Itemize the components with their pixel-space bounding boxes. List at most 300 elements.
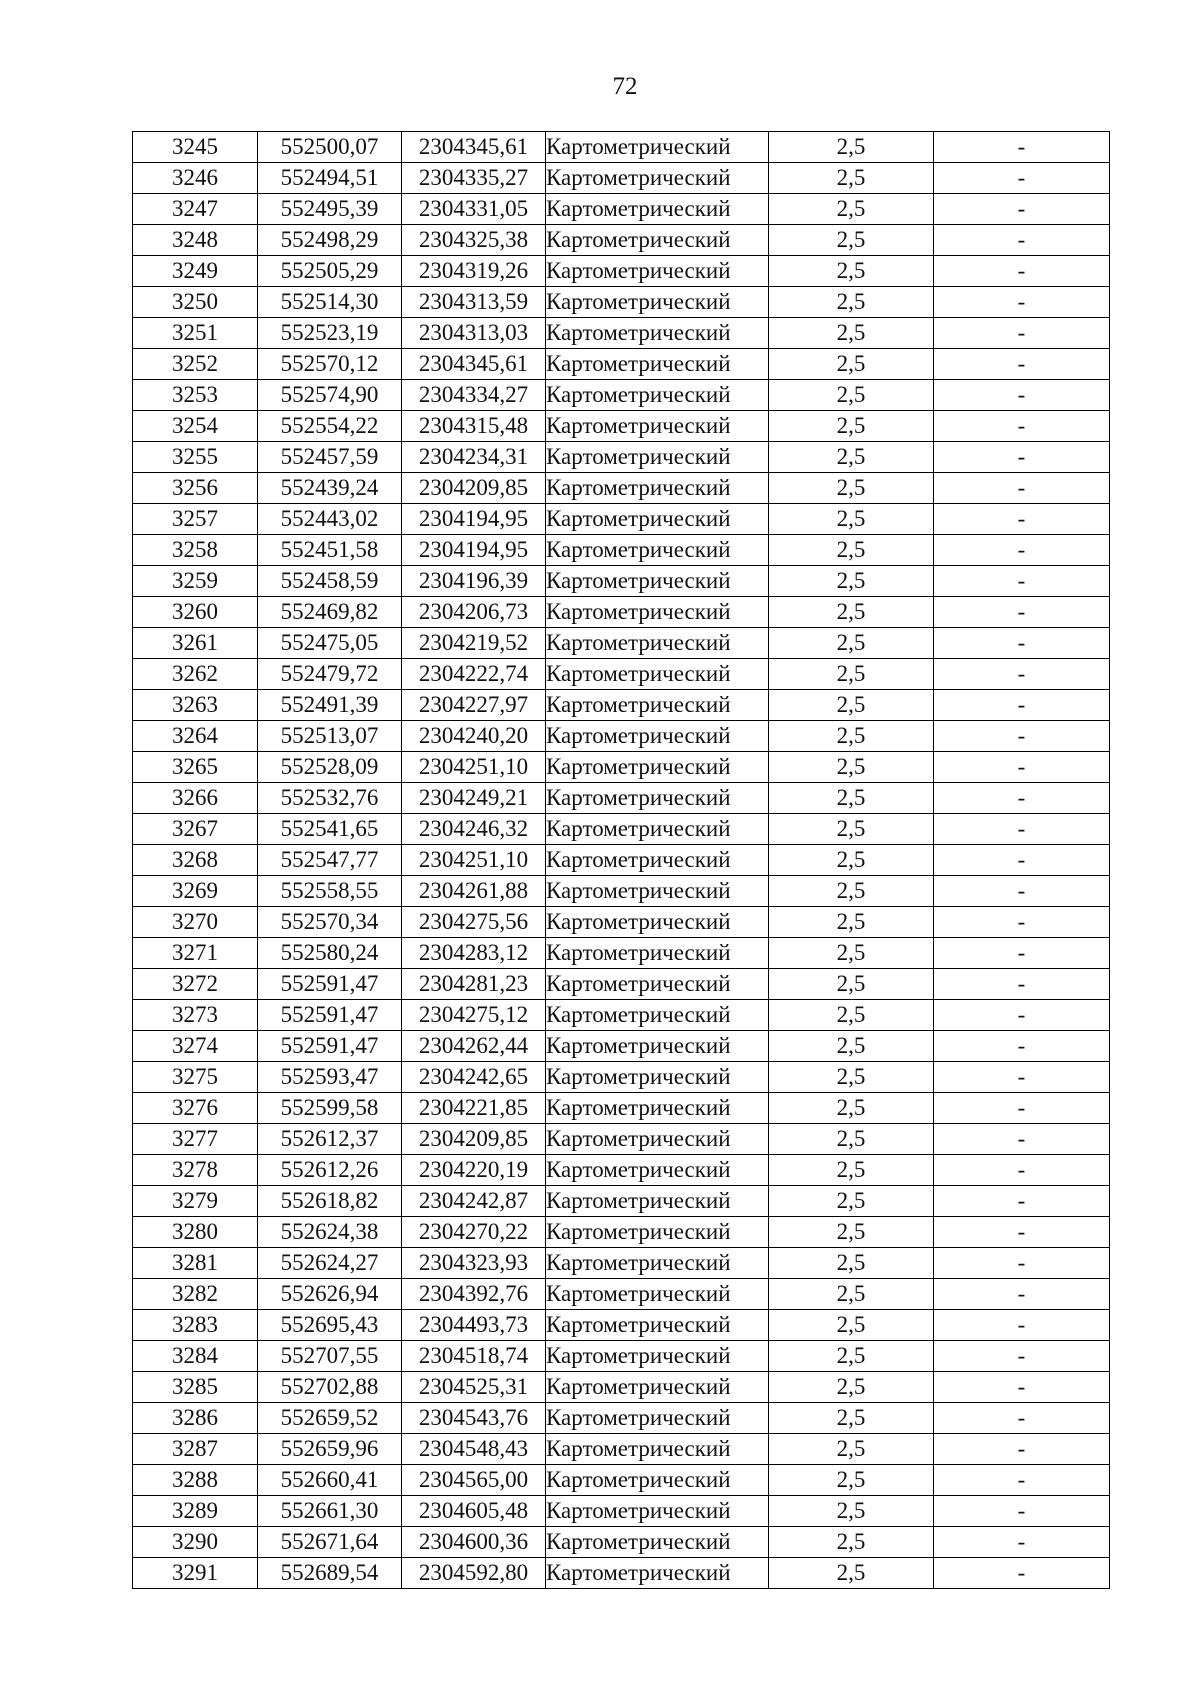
precision-cell: 2,5 xyxy=(769,814,934,845)
point-number-cell: 3267 xyxy=(133,814,258,845)
method-cell: Картометрический xyxy=(546,535,769,566)
method-cell: Картометрический xyxy=(546,349,769,380)
point-number-cell: 3255 xyxy=(133,442,258,473)
note-cell: - xyxy=(934,504,1110,535)
table-row xyxy=(133,194,1110,225)
point-number-cell: 3264 xyxy=(133,721,258,752)
y-coordinate-cell: 2304196,39 xyxy=(402,566,546,597)
x-coordinate-cell: 552558,55 xyxy=(258,876,402,907)
precision-cell: 2,5 xyxy=(769,349,934,380)
y-coordinate-cell: 2304392,76 xyxy=(402,1279,546,1310)
note-cell: - xyxy=(934,907,1110,938)
note-cell: - xyxy=(934,1434,1110,1465)
y-coordinate-cell: 2304605,48 xyxy=(402,1496,546,1527)
table-row xyxy=(133,628,1110,659)
x-coordinate-cell: 552514,30 xyxy=(258,287,402,318)
note-cell: - xyxy=(934,1000,1110,1031)
point-number-cell: 3245 xyxy=(133,132,258,163)
method-cell: Картометрический xyxy=(546,721,769,752)
x-coordinate-cell: 552443,02 xyxy=(258,504,402,535)
point-number-cell: 3252 xyxy=(133,349,258,380)
y-coordinate-cell: 2304251,10 xyxy=(402,752,546,783)
y-coordinate-cell: 2304275,12 xyxy=(402,1000,546,1031)
table-row xyxy=(133,1031,1110,1062)
table-row xyxy=(133,876,1110,907)
method-cell: Картометрический xyxy=(546,1000,769,1031)
note-cell: - xyxy=(934,1372,1110,1403)
table-row xyxy=(133,845,1110,876)
y-coordinate-cell: 2304194,95 xyxy=(402,504,546,535)
point-number-cell: 3248 xyxy=(133,225,258,256)
note-cell: - xyxy=(934,442,1110,473)
precision-cell: 2,5 xyxy=(769,938,934,969)
method-cell: Картометрический xyxy=(546,318,769,349)
y-coordinate-cell: 2304565,00 xyxy=(402,1465,546,1496)
precision-cell: 2,5 xyxy=(769,194,934,225)
note-cell: - xyxy=(934,814,1110,845)
point-number-cell: 3286 xyxy=(133,1403,258,1434)
method-cell: Картометрический xyxy=(546,1124,769,1155)
precision-cell: 2,5 xyxy=(769,1186,934,1217)
point-number-cell: 3277 xyxy=(133,1124,258,1155)
precision-cell: 2,5 xyxy=(769,442,934,473)
precision-cell: 2,5 xyxy=(769,1558,934,1589)
precision-cell: 2,5 xyxy=(769,132,934,163)
precision-cell: 2,5 xyxy=(769,411,934,442)
note-cell: - xyxy=(934,1155,1110,1186)
method-cell: Картометрический xyxy=(546,1279,769,1310)
x-coordinate-cell: 552458,59 xyxy=(258,566,402,597)
table-row xyxy=(133,752,1110,783)
method-cell: Картометрический xyxy=(546,380,769,411)
point-number-cell: 3274 xyxy=(133,1031,258,1062)
x-coordinate-cell: 552505,29 xyxy=(258,256,402,287)
y-coordinate-cell: 2304548,43 xyxy=(402,1434,546,1465)
x-coordinate-cell: 552695,43 xyxy=(258,1310,402,1341)
method-cell: Картометрический xyxy=(546,845,769,876)
table-row xyxy=(133,1186,1110,1217)
note-cell: - xyxy=(934,690,1110,721)
precision-cell: 2,5 xyxy=(769,380,934,411)
point-number-cell: 3256 xyxy=(133,473,258,504)
table-row xyxy=(133,721,1110,752)
y-coordinate-cell: 2304251,10 xyxy=(402,845,546,876)
note-cell: - xyxy=(934,938,1110,969)
y-coordinate-cell: 2304219,52 xyxy=(402,628,546,659)
method-cell: Картометрический xyxy=(546,1310,769,1341)
precision-cell: 2,5 xyxy=(769,1527,934,1558)
method-cell: Картометрический xyxy=(546,752,769,783)
x-coordinate-cell: 552591,47 xyxy=(258,969,402,1000)
table-row xyxy=(133,566,1110,597)
note-cell: - xyxy=(934,256,1110,287)
x-coordinate-cell: 552689,54 xyxy=(258,1558,402,1589)
method-cell: Картометрический xyxy=(546,659,769,690)
precision-cell: 2,5 xyxy=(769,1062,934,1093)
precision-cell: 2,5 xyxy=(769,1031,934,1062)
precision-cell: 2,5 xyxy=(769,1155,934,1186)
point-number-cell: 3291 xyxy=(133,1558,258,1589)
note-cell: - xyxy=(934,1124,1110,1155)
note-cell: - xyxy=(934,1341,1110,1372)
x-coordinate-cell: 552702,88 xyxy=(258,1372,402,1403)
y-coordinate-cell: 2304220,19 xyxy=(402,1155,546,1186)
y-coordinate-cell: 2304249,21 xyxy=(402,783,546,814)
note-cell: - xyxy=(934,1217,1110,1248)
table-row xyxy=(133,1124,1110,1155)
method-cell: Картометрический xyxy=(546,1434,769,1465)
point-number-cell: 3281 xyxy=(133,1248,258,1279)
method-cell: Картометрический xyxy=(546,938,769,969)
note-cell: - xyxy=(934,721,1110,752)
table-row xyxy=(133,1403,1110,1434)
point-number-cell: 3275 xyxy=(133,1062,258,1093)
table-row xyxy=(133,1310,1110,1341)
y-coordinate-cell: 2304246,32 xyxy=(402,814,546,845)
x-coordinate-cell: 552618,82 xyxy=(258,1186,402,1217)
table-row xyxy=(133,1341,1110,1372)
x-coordinate-cell: 552500,07 xyxy=(258,132,402,163)
y-coordinate-cell: 2304234,31 xyxy=(402,442,546,473)
table-row xyxy=(133,690,1110,721)
method-cell: Картометрический xyxy=(546,411,769,442)
precision-cell: 2,5 xyxy=(769,1000,934,1031)
y-coordinate-cell: 2304345,61 xyxy=(402,349,546,380)
method-cell: Картометрический xyxy=(546,1341,769,1372)
point-number-cell: 3273 xyxy=(133,1000,258,1031)
table-row xyxy=(133,783,1110,814)
x-coordinate-cell: 552439,24 xyxy=(258,473,402,504)
x-coordinate-cell: 552599,58 xyxy=(258,1093,402,1124)
precision-cell: 2,5 xyxy=(769,1496,934,1527)
table-row xyxy=(133,535,1110,566)
x-coordinate-cell: 552547,77 xyxy=(258,845,402,876)
note-cell: - xyxy=(934,1093,1110,1124)
precision-cell: 2,5 xyxy=(769,969,934,1000)
y-coordinate-cell: 2304331,05 xyxy=(402,194,546,225)
table-row xyxy=(133,1279,1110,1310)
method-cell: Картометрический xyxy=(546,504,769,535)
point-number-cell: 3266 xyxy=(133,783,258,814)
y-coordinate-cell: 2304242,87 xyxy=(402,1186,546,1217)
table-row xyxy=(133,1496,1110,1527)
table-row xyxy=(133,132,1110,163)
method-cell: Картометрический xyxy=(546,163,769,194)
x-coordinate-cell: 552626,94 xyxy=(258,1279,402,1310)
table-row xyxy=(133,380,1110,411)
precision-cell: 2,5 xyxy=(769,1341,934,1372)
precision-cell: 2,5 xyxy=(769,256,934,287)
note-cell: - xyxy=(934,845,1110,876)
table-row xyxy=(133,163,1110,194)
method-cell: Картометрический xyxy=(546,1217,769,1248)
method-cell: Картометрический xyxy=(546,1558,769,1589)
method-cell: Картометрический xyxy=(546,256,769,287)
y-coordinate-cell: 2304335,27 xyxy=(402,163,546,194)
point-number-cell: 3262 xyxy=(133,659,258,690)
point-number-cell: 3249 xyxy=(133,256,258,287)
point-number-cell: 3278 xyxy=(133,1155,258,1186)
method-cell: Картометрический xyxy=(546,628,769,659)
note-cell: - xyxy=(934,163,1110,194)
x-coordinate-cell: 552612,37 xyxy=(258,1124,402,1155)
precision-cell: 2,5 xyxy=(769,1372,934,1403)
y-coordinate-cell: 2304600,36 xyxy=(402,1527,546,1558)
precision-cell: 2,5 xyxy=(769,907,934,938)
method-cell: Картометрический xyxy=(546,969,769,1000)
x-coordinate-cell: 552498,29 xyxy=(258,225,402,256)
method-cell: Картометрический xyxy=(546,1031,769,1062)
method-cell: Картометрический xyxy=(546,1527,769,1558)
precision-cell: 2,5 xyxy=(769,318,934,349)
precision-cell: 2,5 xyxy=(769,876,934,907)
precision-cell: 2,5 xyxy=(769,1124,934,1155)
y-coordinate-cell: 2304493,73 xyxy=(402,1310,546,1341)
y-coordinate-cell: 2304240,20 xyxy=(402,721,546,752)
point-number-cell: 3276 xyxy=(133,1093,258,1124)
method-cell: Картометрический xyxy=(546,566,769,597)
y-coordinate-cell: 2304543,76 xyxy=(402,1403,546,1434)
y-coordinate-cell: 2304209,85 xyxy=(402,473,546,504)
y-coordinate-cell: 2304323,93 xyxy=(402,1248,546,1279)
method-cell: Картометрический xyxy=(546,1186,769,1217)
y-coordinate-cell: 2304518,74 xyxy=(402,1341,546,1372)
precision-cell: 2,5 xyxy=(769,1279,934,1310)
x-coordinate-cell: 552624,27 xyxy=(258,1248,402,1279)
point-number-cell: 3287 xyxy=(133,1434,258,1465)
note-cell: - xyxy=(934,349,1110,380)
point-number-cell: 3251 xyxy=(133,318,258,349)
y-coordinate-cell: 2304313,03 xyxy=(402,318,546,349)
x-coordinate-cell: 552574,90 xyxy=(258,380,402,411)
note-cell: - xyxy=(934,1031,1110,1062)
precision-cell: 2,5 xyxy=(769,628,934,659)
point-number-cell: 3257 xyxy=(133,504,258,535)
method-cell: Картометрический xyxy=(546,225,769,256)
point-number-cell: 3246 xyxy=(133,163,258,194)
table-row xyxy=(133,504,1110,535)
precision-cell: 2,5 xyxy=(769,473,934,504)
note-cell: - xyxy=(934,1558,1110,1589)
note-cell: - xyxy=(934,1186,1110,1217)
point-number-cell: 3285 xyxy=(133,1372,258,1403)
note-cell: - xyxy=(934,1403,1110,1434)
table-row xyxy=(133,225,1110,256)
y-coordinate-cell: 2304592,80 xyxy=(402,1558,546,1589)
precision-cell: 2,5 xyxy=(769,752,934,783)
note-cell: - xyxy=(934,1465,1110,1496)
table-row xyxy=(133,1093,1110,1124)
note-cell: - xyxy=(934,1279,1110,1310)
y-coordinate-cell: 2304227,97 xyxy=(402,690,546,721)
x-coordinate-cell: 552624,38 xyxy=(258,1217,402,1248)
method-cell: Картометрический xyxy=(546,876,769,907)
note-cell: - xyxy=(934,225,1110,256)
x-coordinate-cell: 552541,65 xyxy=(258,814,402,845)
precision-cell: 2,5 xyxy=(769,535,934,566)
method-cell: Картометрический xyxy=(546,473,769,504)
x-coordinate-cell: 552659,96 xyxy=(258,1434,402,1465)
table-row xyxy=(133,907,1110,938)
table-row xyxy=(133,256,1110,287)
point-number-cell: 3279 xyxy=(133,1186,258,1217)
precision-cell: 2,5 xyxy=(769,287,934,318)
y-coordinate-cell: 2304325,38 xyxy=(402,225,546,256)
note-cell: - xyxy=(934,969,1110,1000)
note-cell: - xyxy=(934,1248,1110,1279)
table-row xyxy=(133,969,1110,1000)
method-cell: Картометрический xyxy=(546,442,769,473)
y-coordinate-cell: 2304315,48 xyxy=(402,411,546,442)
table-row xyxy=(133,1248,1110,1279)
table-row xyxy=(133,1217,1110,1248)
precision-cell: 2,5 xyxy=(769,1217,934,1248)
note-cell: - xyxy=(934,1496,1110,1527)
point-number-cell: 3271 xyxy=(133,938,258,969)
point-number-cell: 3250 xyxy=(133,287,258,318)
note-cell: - xyxy=(934,597,1110,628)
note-cell: - xyxy=(934,876,1110,907)
point-number-cell: 3288 xyxy=(133,1465,258,1496)
coordinates-table xyxy=(132,131,1110,1589)
precision-cell: 2,5 xyxy=(769,1434,934,1465)
y-coordinate-cell: 2304270,22 xyxy=(402,1217,546,1248)
table-row xyxy=(133,938,1110,969)
precision-cell: 2,5 xyxy=(769,721,934,752)
point-number-cell: 3284 xyxy=(133,1341,258,1372)
page-number: 72 xyxy=(612,73,638,100)
precision-cell: 2,5 xyxy=(769,597,934,628)
point-number-cell: 3270 xyxy=(133,907,258,938)
method-cell: Картометрический xyxy=(546,597,769,628)
x-coordinate-cell: 552451,58 xyxy=(258,535,402,566)
precision-cell: 2,5 xyxy=(769,690,934,721)
table-row xyxy=(133,473,1110,504)
point-number-cell: 3247 xyxy=(133,194,258,225)
precision-cell: 2,5 xyxy=(769,566,934,597)
method-cell: Картометрический xyxy=(546,1093,769,1124)
y-coordinate-cell: 2304206,73 xyxy=(402,597,546,628)
method-cell: Картометрический xyxy=(546,1465,769,1496)
method-cell: Картометрический xyxy=(546,1062,769,1093)
point-number-cell: 3260 xyxy=(133,597,258,628)
x-coordinate-cell: 552494,51 xyxy=(258,163,402,194)
x-coordinate-cell: 552612,26 xyxy=(258,1155,402,1186)
x-coordinate-cell: 552593,47 xyxy=(258,1062,402,1093)
method-cell: Картометрический xyxy=(546,1403,769,1434)
note-cell: - xyxy=(934,659,1110,690)
point-number-cell: 3268 xyxy=(133,845,258,876)
method-cell: Картометрический xyxy=(546,287,769,318)
x-coordinate-cell: 552580,24 xyxy=(258,938,402,969)
y-coordinate-cell: 2304261,88 xyxy=(402,876,546,907)
y-coordinate-cell: 2304262,44 xyxy=(402,1031,546,1062)
note-cell: - xyxy=(934,411,1110,442)
method-cell: Картометрический xyxy=(546,690,769,721)
y-coordinate-cell: 2304222,74 xyxy=(402,659,546,690)
note-cell: - xyxy=(934,783,1110,814)
point-number-cell: 3280 xyxy=(133,1217,258,1248)
x-coordinate-cell: 552591,47 xyxy=(258,1031,402,1062)
note-cell: - xyxy=(934,752,1110,783)
x-coordinate-cell: 552554,22 xyxy=(258,411,402,442)
point-number-cell: 3259 xyxy=(133,566,258,597)
table-row xyxy=(133,659,1110,690)
table-row xyxy=(133,442,1110,473)
method-cell: Картометрический xyxy=(546,1155,769,1186)
x-coordinate-cell: 552570,34 xyxy=(258,907,402,938)
method-cell: Картометрический xyxy=(546,132,769,163)
note-cell: - xyxy=(934,1527,1110,1558)
method-cell: Картометрический xyxy=(546,783,769,814)
note-cell: - xyxy=(934,473,1110,504)
precision-cell: 2,5 xyxy=(769,504,934,535)
precision-cell: 2,5 xyxy=(769,1403,934,1434)
point-number-cell: 3289 xyxy=(133,1496,258,1527)
method-cell: Картометрический xyxy=(546,194,769,225)
y-coordinate-cell: 2304275,56 xyxy=(402,907,546,938)
table-row xyxy=(133,1558,1110,1589)
x-coordinate-cell: 552479,72 xyxy=(258,659,402,690)
y-coordinate-cell: 2304221,85 xyxy=(402,1093,546,1124)
x-coordinate-cell: 552469,82 xyxy=(258,597,402,628)
y-coordinate-cell: 2304242,65 xyxy=(402,1062,546,1093)
note-cell: - xyxy=(934,1310,1110,1341)
coordinates-table-body xyxy=(133,132,1110,1589)
y-coordinate-cell: 2304345,61 xyxy=(402,132,546,163)
table-row xyxy=(133,1434,1110,1465)
precision-cell: 2,5 xyxy=(769,225,934,256)
y-coordinate-cell: 2304209,85 xyxy=(402,1124,546,1155)
x-coordinate-cell: 552570,12 xyxy=(258,349,402,380)
y-coordinate-cell: 2304281,23 xyxy=(402,969,546,1000)
x-coordinate-cell: 552457,59 xyxy=(258,442,402,473)
x-coordinate-cell: 552523,19 xyxy=(258,318,402,349)
note-cell: - xyxy=(934,194,1110,225)
table-row xyxy=(133,597,1110,628)
y-coordinate-cell: 2304525,31 xyxy=(402,1372,546,1403)
precision-cell: 2,5 xyxy=(769,1310,934,1341)
note-cell: - xyxy=(934,566,1110,597)
x-coordinate-cell: 552661,30 xyxy=(258,1496,402,1527)
point-number-cell: 3261 xyxy=(133,628,258,659)
table-row xyxy=(133,1465,1110,1496)
precision-cell: 2,5 xyxy=(769,845,934,876)
note-cell: - xyxy=(934,535,1110,566)
point-number-cell: 3253 xyxy=(133,380,258,411)
table-row xyxy=(133,318,1110,349)
y-coordinate-cell: 2304313,59 xyxy=(402,287,546,318)
table-row xyxy=(133,1062,1110,1093)
table-row xyxy=(133,1155,1110,1186)
method-cell: Картометрический xyxy=(546,907,769,938)
point-number-cell: 3282 xyxy=(133,1279,258,1310)
point-number-cell: 3269 xyxy=(133,876,258,907)
x-coordinate-cell: 552671,64 xyxy=(258,1527,402,1558)
note-cell: - xyxy=(934,318,1110,349)
y-coordinate-cell: 2304319,26 xyxy=(402,256,546,287)
x-coordinate-cell: 552491,39 xyxy=(258,690,402,721)
table-row xyxy=(133,349,1110,380)
point-number-cell: 3265 xyxy=(133,752,258,783)
precision-cell: 2,5 xyxy=(769,1465,934,1496)
point-number-cell: 3283 xyxy=(133,1310,258,1341)
table-row xyxy=(133,1527,1110,1558)
precision-cell: 2,5 xyxy=(769,1093,934,1124)
point-number-cell: 3263 xyxy=(133,690,258,721)
precision-cell: 2,5 xyxy=(769,1248,934,1279)
point-number-cell: 3272 xyxy=(133,969,258,1000)
